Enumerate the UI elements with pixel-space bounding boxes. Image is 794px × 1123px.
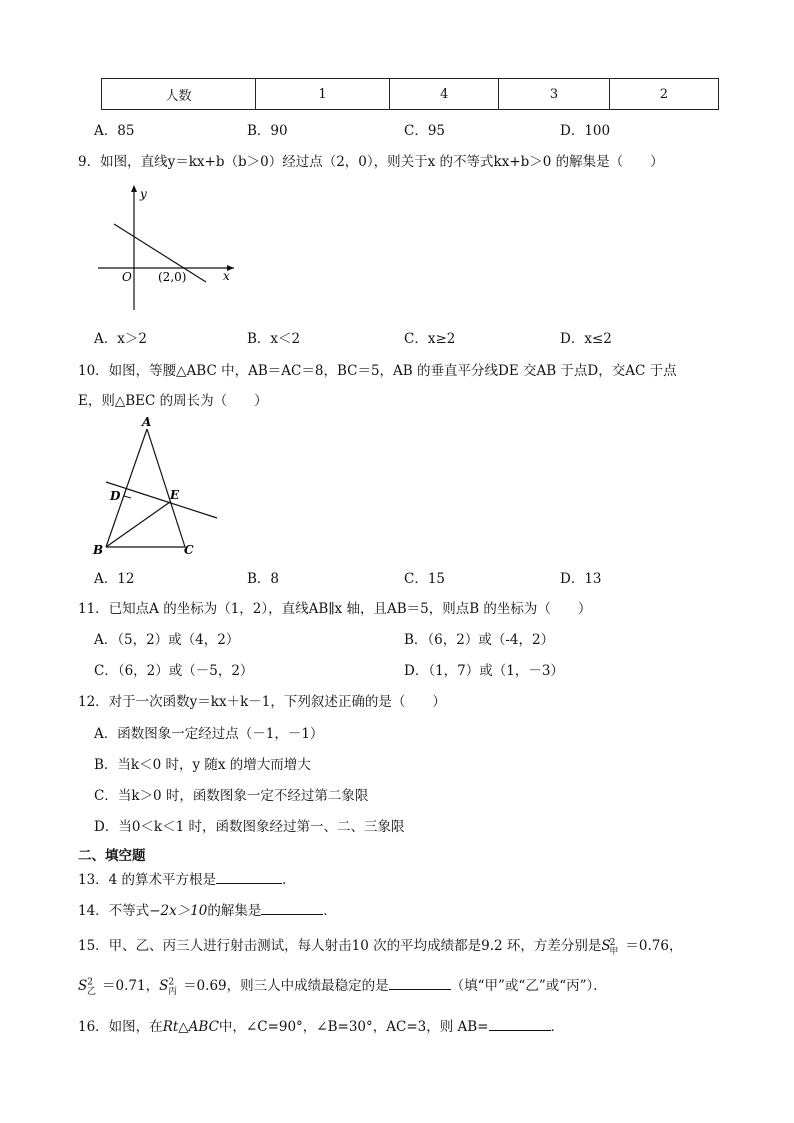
q13-end: ． <box>282 872 296 888</box>
q11-option-c[interactable]: C．（6，2）或（－5，2） <box>94 663 254 679</box>
q9-option-c[interactable]: C．x≥2 <box>404 331 456 347</box>
q9-stem: 9．如图，直线y＝kx+b（b＞0）经过点（2，0），则关于x 的不等式kx+b＞0 的解集是（ ） <box>78 154 664 170</box>
table-cell: 2 <box>609 79 718 110</box>
section-heading: 二、填空题 <box>78 848 146 864</box>
table-cell: 3 <box>499 79 609 110</box>
vertex-a-label: A <box>142 415 152 429</box>
variance-bing-sub: 丙 <box>168 986 178 997</box>
variance-jia-sub: 甲 <box>609 946 619 957</box>
q14-inequality: −2x＞10 <box>149 903 208 919</box>
variance-yi-value: ＝0.71 <box>102 978 146 994</box>
q10-option-a[interactable]: A．12 <box>94 571 135 587</box>
q14-text-mid: 的解集是 <box>207 903 262 919</box>
q15-text: 15．甲、乙、丙三人进行射击测试，每人射击10 次的平均成绩都是9.2 环，方差分别是 <box>78 938 602 954</box>
q9-option-d[interactable]: D．x≤2 <box>560 331 612 347</box>
q8-option-d[interactable]: D．100 <box>560 123 611 139</box>
vertex-b-label: B <box>93 543 104 557</box>
q10-option-c[interactable]: C．15 <box>404 571 446 587</box>
q12-stem: 12．对于一次函数y＝kx＋k－1，下列叙述正确的是（ ） <box>78 694 446 710</box>
variance-bing-sup: 2 <box>168 977 175 988</box>
q15-end: （填“甲”或“乙”或“丙”）． <box>450 978 607 994</box>
q12-option-a[interactable]: A．函数图象一定经过点（－1，－1） <box>94 726 324 742</box>
q8-option-a[interactable]: A．85 <box>94 123 135 139</box>
q14 <box>78 899 337 919</box>
q10-option-d[interactable]: D．13 <box>560 571 602 587</box>
score-table <box>101 78 719 110</box>
variance-jia-symbol: S <box>601 938 611 954</box>
segment-be <box>106 502 170 547</box>
q10-option-b[interactable]: B．8 <box>247 571 280 587</box>
q11-stem: 11．已知点A 的坐标为（1，2），直线AB∥x 轴，且AB＝5，则点B 的坐标为（ ） <box>78 601 592 617</box>
q13-answer-blank[interactable] <box>216 871 282 884</box>
q14-text: 14．不等式 <box>78 903 150 919</box>
y-axis-arrow-icon <box>131 185 137 192</box>
q16-answer-blank[interactable] <box>489 1018 551 1031</box>
q11-option-b[interactable]: B．（6，2）或（-4，2） <box>404 632 555 648</box>
q8-option-c[interactable]: C．95 <box>404 123 446 139</box>
variance-bing-symbol: S <box>159 978 169 994</box>
x-label: x <box>223 269 230 283</box>
table-cell: 人数 <box>102 79 256 110</box>
variance-yi-sup: 2 <box>87 977 93 988</box>
variance-bing-value: ＝0.69 <box>183 978 227 994</box>
q12-option-d[interactable]: D．当0＜k＜1 时，函数图象经过第一、二、三象限 <box>94 819 405 835</box>
q11-option-d[interactable]: D．（1，7）或（1，－3） <box>404 663 564 679</box>
variance-jia-sup: 2 <box>609 937 616 948</box>
q16-triangle: Rt△ABC <box>162 1019 219 1035</box>
point-label: (2,0) <box>158 270 187 284</box>
side-ab <box>106 429 147 547</box>
side-ac <box>147 429 185 547</box>
q16-text-mid: 中，∠C=90°，∠B=30°，AC=3，则 AB= <box>218 1019 489 1035</box>
q10-figure <box>90 412 225 560</box>
q12-option-c[interactable]: C．当k＞0 时，函数图象一定不经过第二象限 <box>94 788 369 804</box>
q10-stem-line1: 10．如图，等腰△ABC 中，AB＝AC＝8，BC＝5，AB 的垂直平分线DE 交AB 于点D，交AC 于点 <box>78 363 677 379</box>
q15-line1: 15．甲、乙、丙三人进行射击测试，每人射击10 次的平均成绩都是9.2 环，方差分别是$S^2_甲 =0.76$， <box>78 937 683 957</box>
q9-option-b[interactable]: B．x＜2 <box>247 331 301 347</box>
q14-end: ． <box>323 903 337 919</box>
q16-end: ． <box>550 1019 565 1035</box>
table-cell: 1 <box>256 79 390 110</box>
table-row <box>102 79 719 110</box>
q15-answer-blank[interactable] <box>389 977 451 990</box>
point-e-label: E <box>170 488 180 502</box>
q8-option-b[interactable]: B．90 <box>247 123 288 139</box>
q16 <box>78 1015 564 1035</box>
variance-yi-sub: 乙 <box>86 986 96 997</box>
q16-text: 16．如图，在 <box>78 1019 163 1035</box>
q10-stem-line2: E，则△BEC 的周长为（ ） <box>78 393 268 409</box>
q13 <box>78 868 296 888</box>
q11-option-a[interactable]: A．（5，2）或（4，2） <box>94 632 240 648</box>
table-cell: 4 <box>390 79 499 110</box>
q9-option-a[interactable]: A．x＞2 <box>94 331 147 347</box>
q14-answer-blank[interactable] <box>261 902 323 915</box>
q13-text: 13．4 的算术平方根是 <box>78 872 217 888</box>
origin-label: O <box>122 270 132 284</box>
point-d-label: D <box>110 489 121 503</box>
y-label: y <box>140 187 147 201</box>
variance-jia-value: ＝0.76 <box>625 938 669 954</box>
q12-option-b[interactable]: B．当k＜0 时，y 随x 的增大而增大 <box>94 757 311 773</box>
q9-figure <box>92 180 242 315</box>
vertex-c-label: C <box>184 543 194 557</box>
q15-line2: $S^2_乙 =0.71$，$S^2_丙 =0.69$，则三人中成绩最稳定的是 （填“甲”或“乙”或“丙”）． <box>78 977 607 997</box>
variance-yi-symbol: S <box>78 978 88 994</box>
q15-text-mid: ，则三人中成绩最稳定的是 <box>226 978 389 994</box>
